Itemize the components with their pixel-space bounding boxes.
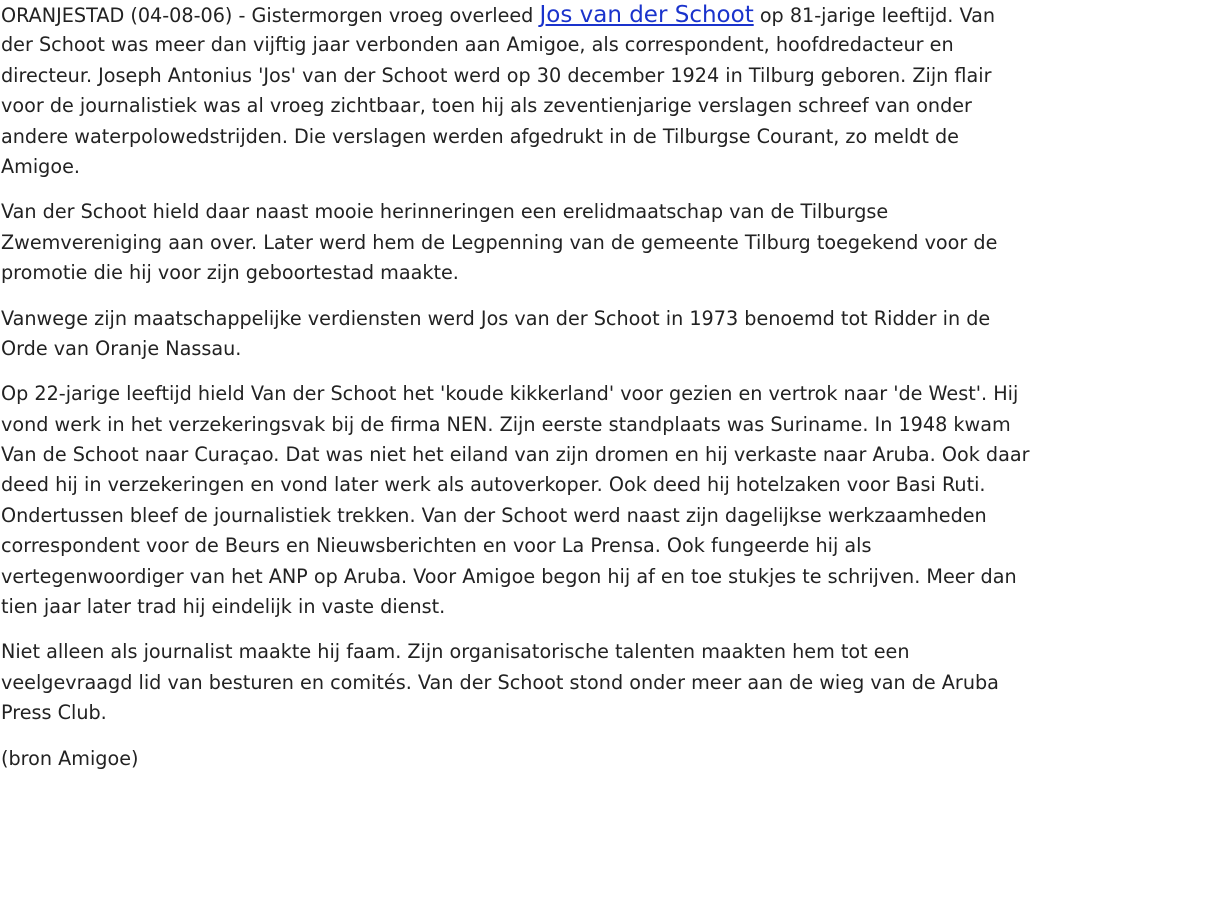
text-line: deed hij in verzekeringen en vond later werk als autoverkoper. Ook deed hij hotelzaken voor Basi Ruti. [1, 473, 986, 497]
text-line: Vanwege zijn maatschappelijke verdiensten werd Jos van der Schoot in 1973 benoemd tot Ridder in de [1, 306, 991, 330]
text-line: Op 22-jarige leeftijd hield Van der Schoot het 'koude kikkerland' voor gezien en vertrok naar 'de West'. Hij [1, 382, 1019, 406]
text-line: tien jaar later trad hij eindelijk in vaste dienst. [1, 595, 446, 619]
paragraph-organisation [1, 637, 1225, 728]
person-link[interactable]: Jos van der Schoot [539, 2, 754, 28]
source-note: (bron Amigoe) [1, 746, 139, 770]
text-line: Zwemvereniging aan over. Later werd hem de Legpenning van de gemeente Tilburg toegekend voor de [1, 230, 998, 254]
text-line: Ondertussen bleef de journalistiek trekken. Van der Schoot werd naast zijn dagelijkse werkzaamheden [1, 503, 987, 527]
text-line: promotie die hij voor zijn geboortestad maakte. [1, 261, 459, 285]
paragraph-lead [1, 0, 1225, 182]
paragraph-career [1, 379, 1225, 622]
paragraph-knighthood [1, 304, 1225, 365]
text-line: correspondent voor de Beurs en Nieuwsberichten en voor La Prensa. Ook fungeerde hij als [1, 534, 872, 558]
paragraph-honors [1, 197, 1225, 288]
text-line: Press Club. [1, 701, 107, 725]
text-line: directeur. Joseph Antonius 'Jos' van der Schoot werd op 30 december 1924 in Tilburg geboren. Zijn flair [1, 63, 992, 87]
article-body [1, 0, 1225, 789]
text-line: veelgevraagd lid van besturen en comités. Van der Schoot stond onder meer aan de wieg van de Aruba [1, 670, 999, 694]
text-line: der Schoot was meer dan vijftig jaar verbonden aan Amigoe, als correspondent, hoofdredacteur en [1, 33, 954, 57]
text-line: vond werk in het verzekeringsvak bij de firma NEN. Zijn eerste standplaats was Suriname. In 1948 kwam [1, 412, 1011, 436]
text-line: Van der Schoot hield daar naast mooie herinneringen een erelidmaatschap van de Tilburgse [1, 200, 889, 224]
text-line: voor de journalistiek was al vroeg zichtbaar, toen hij als zeventienjarige verslagen schreef van onder [1, 94, 972, 118]
lead-text-after-link: op 81-jarige leeftijd. Van [753, 4, 996, 27]
text-line: Orde van Oranje Nassau. [1, 336, 242, 360]
text-line: Van de Schoot naar Curaçao. Dat was niet het eiland van zijn dromen en hij verkaste naar Aruba. Ook daar [1, 443, 1030, 467]
paragraph-source [1, 744, 1225, 774]
text-line: Amigoe. [1, 154, 80, 178]
lead-text-before-link: ORANJESTAD (04-08-06) - Gistermorgen vroeg overleed [1, 4, 540, 27]
text-line: Niet alleen als journalist maakte hij faam. Zijn organisatorische talenten maakten hem tot een [1, 640, 910, 664]
text-line: andere waterpolowedstrijden. Die verslagen werden afgedrukt in de Tilburgse Courant, zo meldt de [1, 124, 959, 148]
text-line: vertegenwoordiger van het ANP op Aruba. Voor Amigoe begon hij af en toe stukjes te schrijven. Meer dan [1, 564, 1017, 588]
text-line [1, 0, 1225, 30]
